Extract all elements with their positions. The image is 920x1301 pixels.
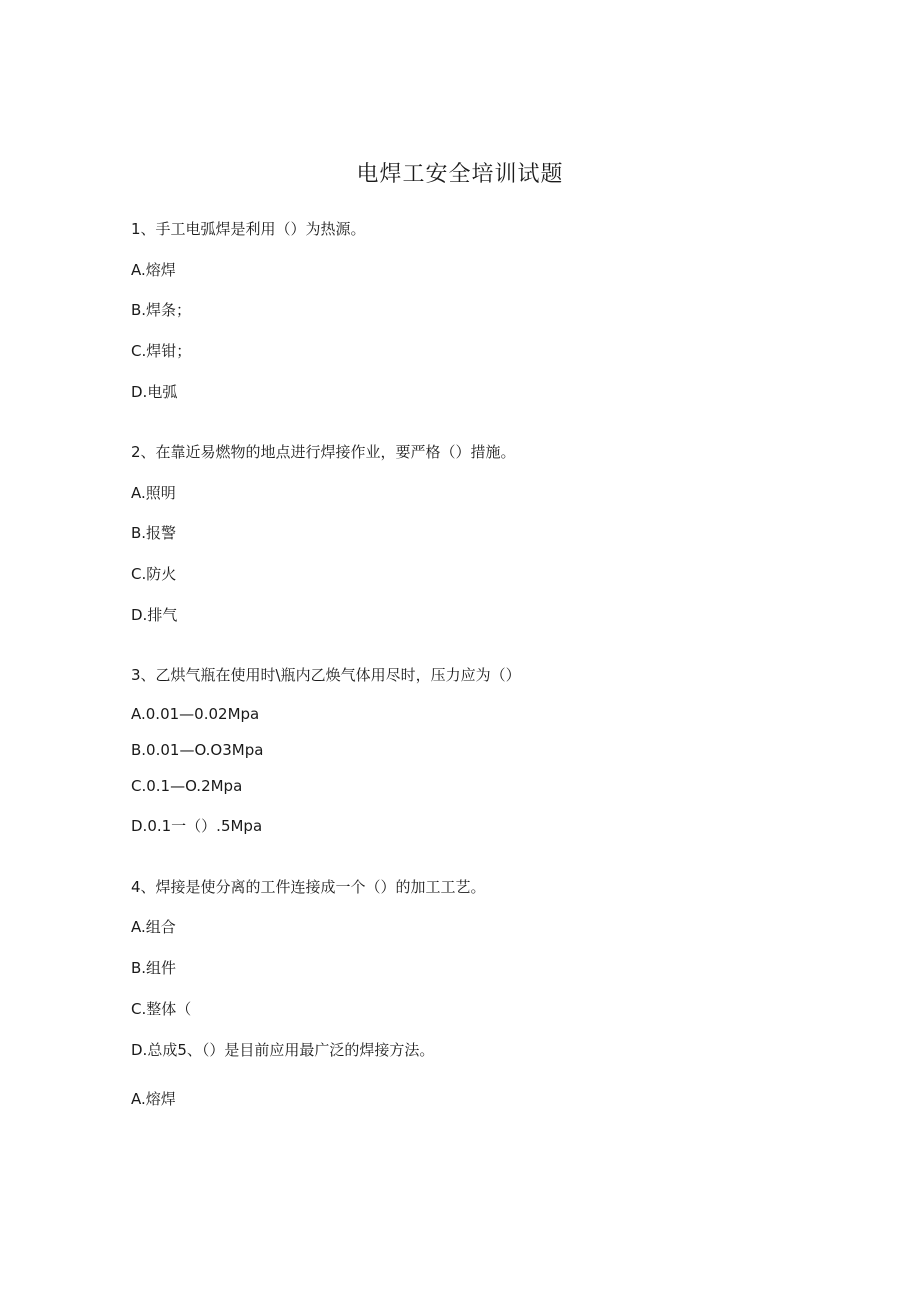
question-4-option-c: C.整体（ (131, 1000, 192, 1018)
question-4-option-b: B.组件 (131, 959, 177, 977)
document-title: 电焊工安全培训试题 (356, 162, 564, 187)
question-2-option-a: A.照明 (131, 484, 176, 502)
question-2: 2、在靠近易燃物的地点进行焊接作业，要严格（）措施。 (131, 443, 516, 461)
question-4: 4、焊接是使分离的工件连接成一个（）的加工工艺。 (131, 878, 486, 896)
question-1: 1、手工电弧焊是利用（）为热源。 (131, 220, 366, 238)
question-3-option-d: D.0.1一（）.5Mpa (131, 817, 263, 835)
question-2-option-b: B.报警 (131, 524, 177, 542)
question-1-option-b: B.焊条； (131, 301, 192, 319)
question-3-option-a: A.0.01—0.02Mpa (131, 705, 260, 723)
question-1-option-a: A.熔焊 (131, 261, 176, 279)
question-1-option-d: D.电弧 (131, 383, 178, 401)
question-3: 3、乙烘气瓶在使用时\瓶内乙焕气体用尽时，压力应为（） (131, 666, 521, 684)
question-5-option-a: A.熔焊 (131, 1090, 176, 1108)
question-2-option-c: C.防火 (131, 565, 177, 583)
question-3-option-b: B.0.01—O.O3Mpa (131, 741, 264, 759)
question-4-option-a: A.组合 (131, 918, 176, 936)
question-3-option-c: C.0.1—O.2Mpa (131, 777, 243, 795)
question-1-option-c: C.焊钳； (131, 342, 192, 360)
question-2-option-d: D.排气 (131, 606, 178, 624)
question-4-option-d-and-question-5: D.总成5、（）是目前应用最广泛的焊接方法。 (131, 1041, 435, 1059)
